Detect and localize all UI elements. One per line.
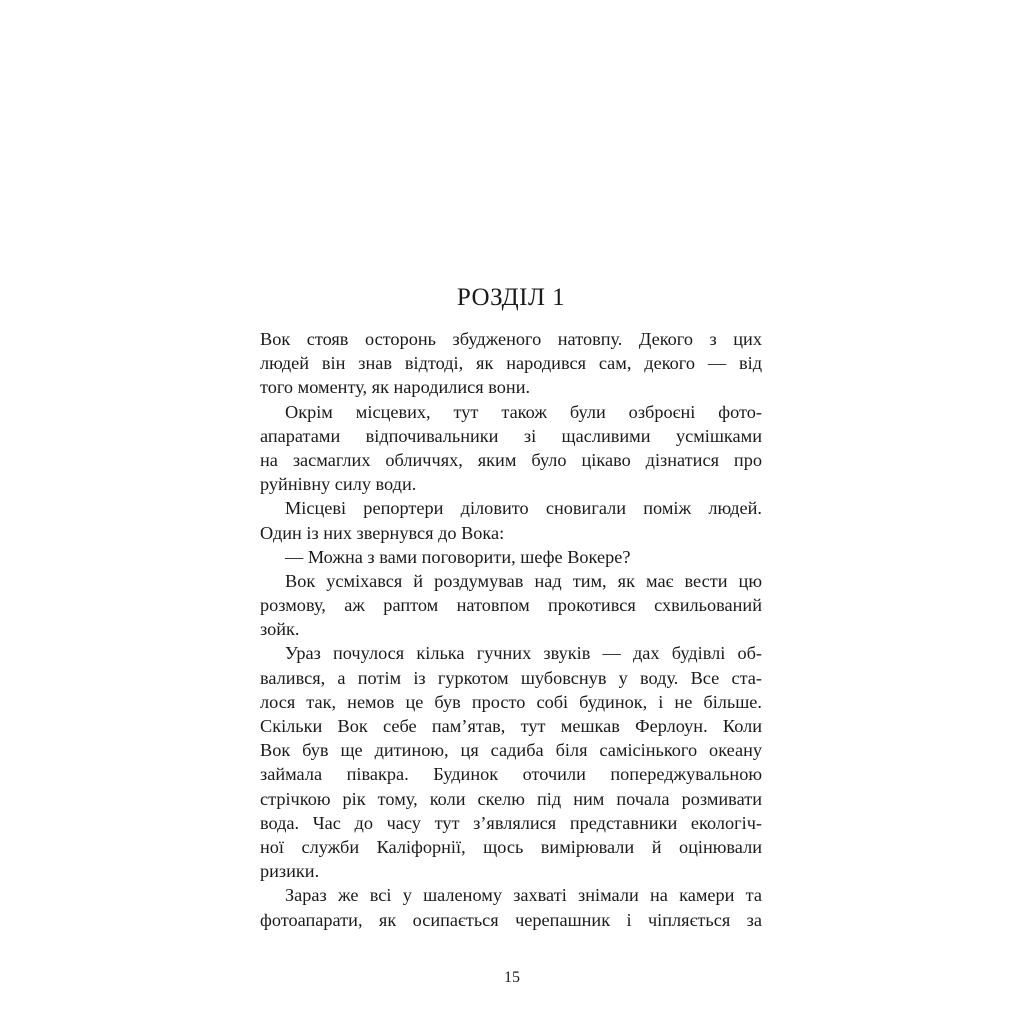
- text-line: ризики.: [260, 861, 320, 882]
- text-line: зойк.: [260, 619, 300, 640]
- text-line: Вок був ще дитиною, ця садиба біля самісінького океану: [260, 740, 762, 761]
- text-line: Зараз же всі у шаленому захваті знімали на камери та: [285, 885, 762, 906]
- text-line: стрічкою рік тому, коли скелю під ним почала розмивати: [260, 788, 762, 809]
- text-line: Вок стояв осторонь збудженого натовпу. Декого з цих: [260, 329, 762, 349]
- text-line: — Можна з вами поговорити, шефе Вокере?: [285, 546, 631, 567]
- text-line: валився, а потім із гуркотом шубовснув у воду. Все ста-: [260, 667, 762, 688]
- text-line: Один із них звернувся до Вока:: [260, 522, 505, 543]
- text-line: Ураз почулося кілька гучних звуків — дах будівлі об-: [285, 643, 762, 664]
- text-line: займала півакра. Будинок оточили попереджувальною: [260, 764, 762, 785]
- text-line: на засмаглих обличчях, яким було цікаво дізнатися про: [260, 449, 762, 470]
- text-line: Окрім місцевих, тут також були озброєні фото-: [285, 401, 762, 422]
- text-line: фотоапарати, як осипається черепашник і чіпляється за: [260, 909, 762, 930]
- chapter-body-text: [260, 327, 762, 932]
- text-line: Вок усміхався й роздумував над тим, як має вести цю: [285, 570, 762, 591]
- text-line: Місцеві репортери діловито сновигали поміж людей.: [285, 498, 762, 519]
- chapter-title: РОЗДІЛ 1: [456, 284, 566, 311]
- text-line: вода. Час до часу тут з’являлися представники екологіч-: [260, 812, 762, 833]
- text-line: руйнівну силу води.: [260, 474, 417, 495]
- text-line: людей він знав відтоді, як народився сам, декого — від: [260, 353, 762, 374]
- text-line: Скільки Вок себе пам’ятав, тут мешкав Ферлоун. Коли: [260, 716, 762, 736]
- text-line: розмову, аж раптом натовпом прокотився схвильований: [260, 595, 762, 616]
- text-line: ної служби Каліфорнії, щось вимірювали й оцінювали: [260, 836, 762, 857]
- text-line: лося так, немов це був просто собі будинок, і не більше.: [260, 691, 762, 712]
- text-line: того моменту, як народилися вони.: [260, 377, 531, 398]
- text-line: апаратами відпочивальники зі щасливими усмішками: [260, 425, 762, 446]
- page-number: 15: [504, 969, 520, 986]
